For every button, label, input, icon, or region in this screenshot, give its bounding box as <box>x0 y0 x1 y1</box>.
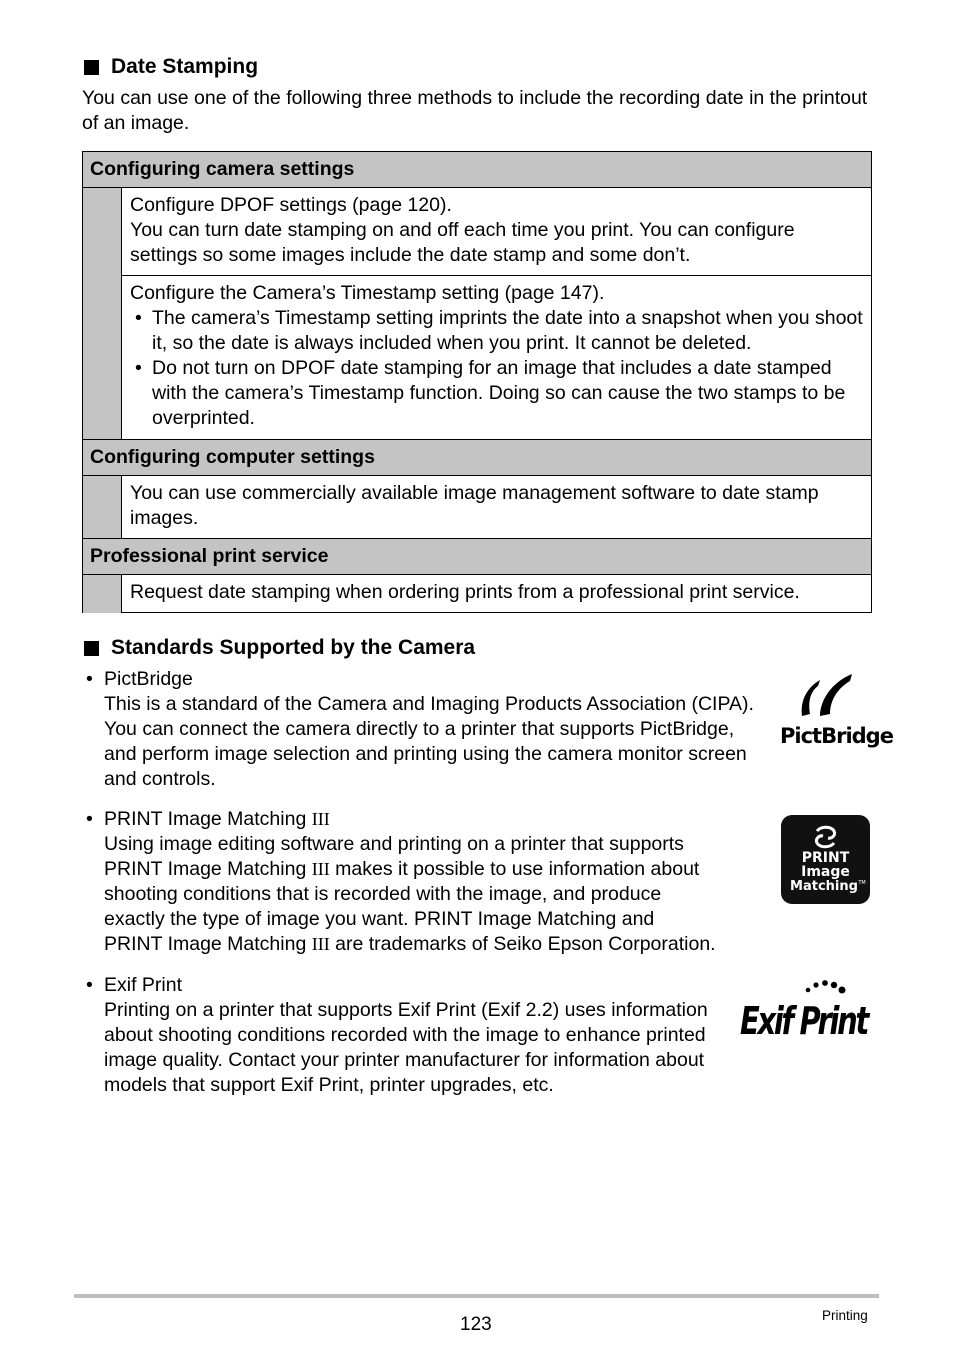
exif-print-logo-text: Exif Print <box>740 999 871 1043</box>
timestamp-title: Configure the Camera’s Timestamp setting (page 147). <box>130 282 605 304</box>
pim-logo-line: Matching <box>790 879 858 894</box>
pictbridge-logo <box>776 672 893 752</box>
pictbridge-item <box>84 667 764 792</box>
table-row <box>83 276 872 440</box>
pim-roman: III <box>311 809 330 829</box>
pim-desc-line <box>104 857 804 882</box>
category-professional-print: Professional print service <box>83 539 872 575</box>
pim-item <box>84 807 804 957</box>
table-row <box>83 152 872 188</box>
exif-print-logo-icon <box>740 978 871 1043</box>
date-stamping-methods-table <box>82 151 872 613</box>
category-computer-settings: Configuring computer settings <box>83 440 872 476</box>
computer-cell: You can use commercially available image management software to date stamp images. <box>122 476 872 539</box>
table-row <box>83 440 872 476</box>
timestamp-cell <box>122 276 872 440</box>
table-gutter <box>83 188 122 440</box>
pim-logo-icon <box>781 815 870 904</box>
standards-heading-text: Standards Supported by the Camera <box>111 636 476 659</box>
page-number: 123 <box>460 1314 492 1335</box>
exif-print-logo <box>740 978 871 1043</box>
pim-desc-text: are trademarks of Seiko Epson Corporation. <box>335 933 716 955</box>
footer-divider <box>74 1294 879 1298</box>
timestamp-bullet: • The camera’s Timestamp setting imprints the date into a snapshot when you shoot it, so the date is always included when you print. It cannot be deleted. <box>130 306 863 356</box>
pim-logo <box>781 815 870 904</box>
pictbridge-name: • PictBridge <box>84 667 764 692</box>
table-row <box>83 539 872 575</box>
exif-desc <box>84 998 804 1098</box>
footer-section-label: Printing <box>822 1308 868 1323</box>
pictbridge-logo-icon <box>776 672 893 752</box>
date-stamping-heading-text: Date Stamping <box>111 55 259 78</box>
timestamp-bullet: • Do not turn on DPOF date stamping for an image that includes a date stamped with the camera’s Timestamp function. Doing so can cause the two stamps to be overprinted. <box>130 356 863 431</box>
square-bullet-icon <box>84 641 99 656</box>
square-bullet-icon <box>84 60 99 75</box>
table-gutter <box>83 476 122 539</box>
pim-desc-line: Using image editing software and printing on a printer that supports <box>104 833 684 855</box>
pim-name-text: PRINT Image Matching <box>104 808 307 830</box>
dpof-title: Configure DPOF settings (page 120). <box>130 194 452 216</box>
pim-logo-tm: TM <box>858 880 866 886</box>
pim-roman: III <box>311 859 330 879</box>
date-stamping-heading <box>84 54 258 80</box>
table-row <box>83 575 872 613</box>
pim-name <box>84 807 804 832</box>
standards-heading <box>84 635 475 661</box>
table-row <box>83 188 872 276</box>
exif-desc-text: Printing on a printer that supports Exif Print (Exif 2.2) uses information about shooting conditions recorded with the image to enhance printed image quality. Contact your printer manufacturer for information about models that support Exif Print, printer upgrades, etc. <box>104 999 708 1096</box>
exif-name: • Exif Print <box>84 973 804 998</box>
exif-item <box>84 973 804 1098</box>
date-stamping-intro: You can use one of the following three methods to include the recording date in the printout of an image. <box>82 87 868 134</box>
pim-desc <box>84 832 804 957</box>
professional-cell: Request date stamping when ordering prints from a professional print service. <box>122 575 872 613</box>
category-camera-settings: Configuring camera settings <box>83 152 872 188</box>
pim-logo-line: PRINT <box>801 850 850 866</box>
pim-desc-text: PRINT Image Matching <box>104 933 307 955</box>
pim-desc-line: shooting conditions that is recorded with the image, and produce <box>104 883 662 905</box>
dpof-cell <box>122 188 872 276</box>
pim-desc-text: makes it possible to use information about <box>335 858 700 880</box>
pim-desc-line: exactly the type of image you want. PRINT Image Matching and <box>104 908 655 930</box>
pim-desc-text: PRINT Image Matching <box>104 858 307 880</box>
pim-logo-line: Image <box>801 864 850 880</box>
pim-roman: III <box>311 934 330 954</box>
table-row <box>83 476 872 539</box>
pictbridge-desc: This is a standard of the Camera and Imaging Products Association (CIPA). You can connect the camera directly to a printer that supports PictBridge, and perform image selection and printing using the camera monitor screen and controls. <box>104 693 754 790</box>
pim-desc-line <box>104 932 804 957</box>
dpof-text: You can turn date stamping on and off each time you print. You can configure settings so some images include the date stamp and some don’t. <box>130 219 795 266</box>
table-gutter <box>83 575 122 613</box>
pictbridge-logo-text: PictBridge <box>780 724 893 748</box>
